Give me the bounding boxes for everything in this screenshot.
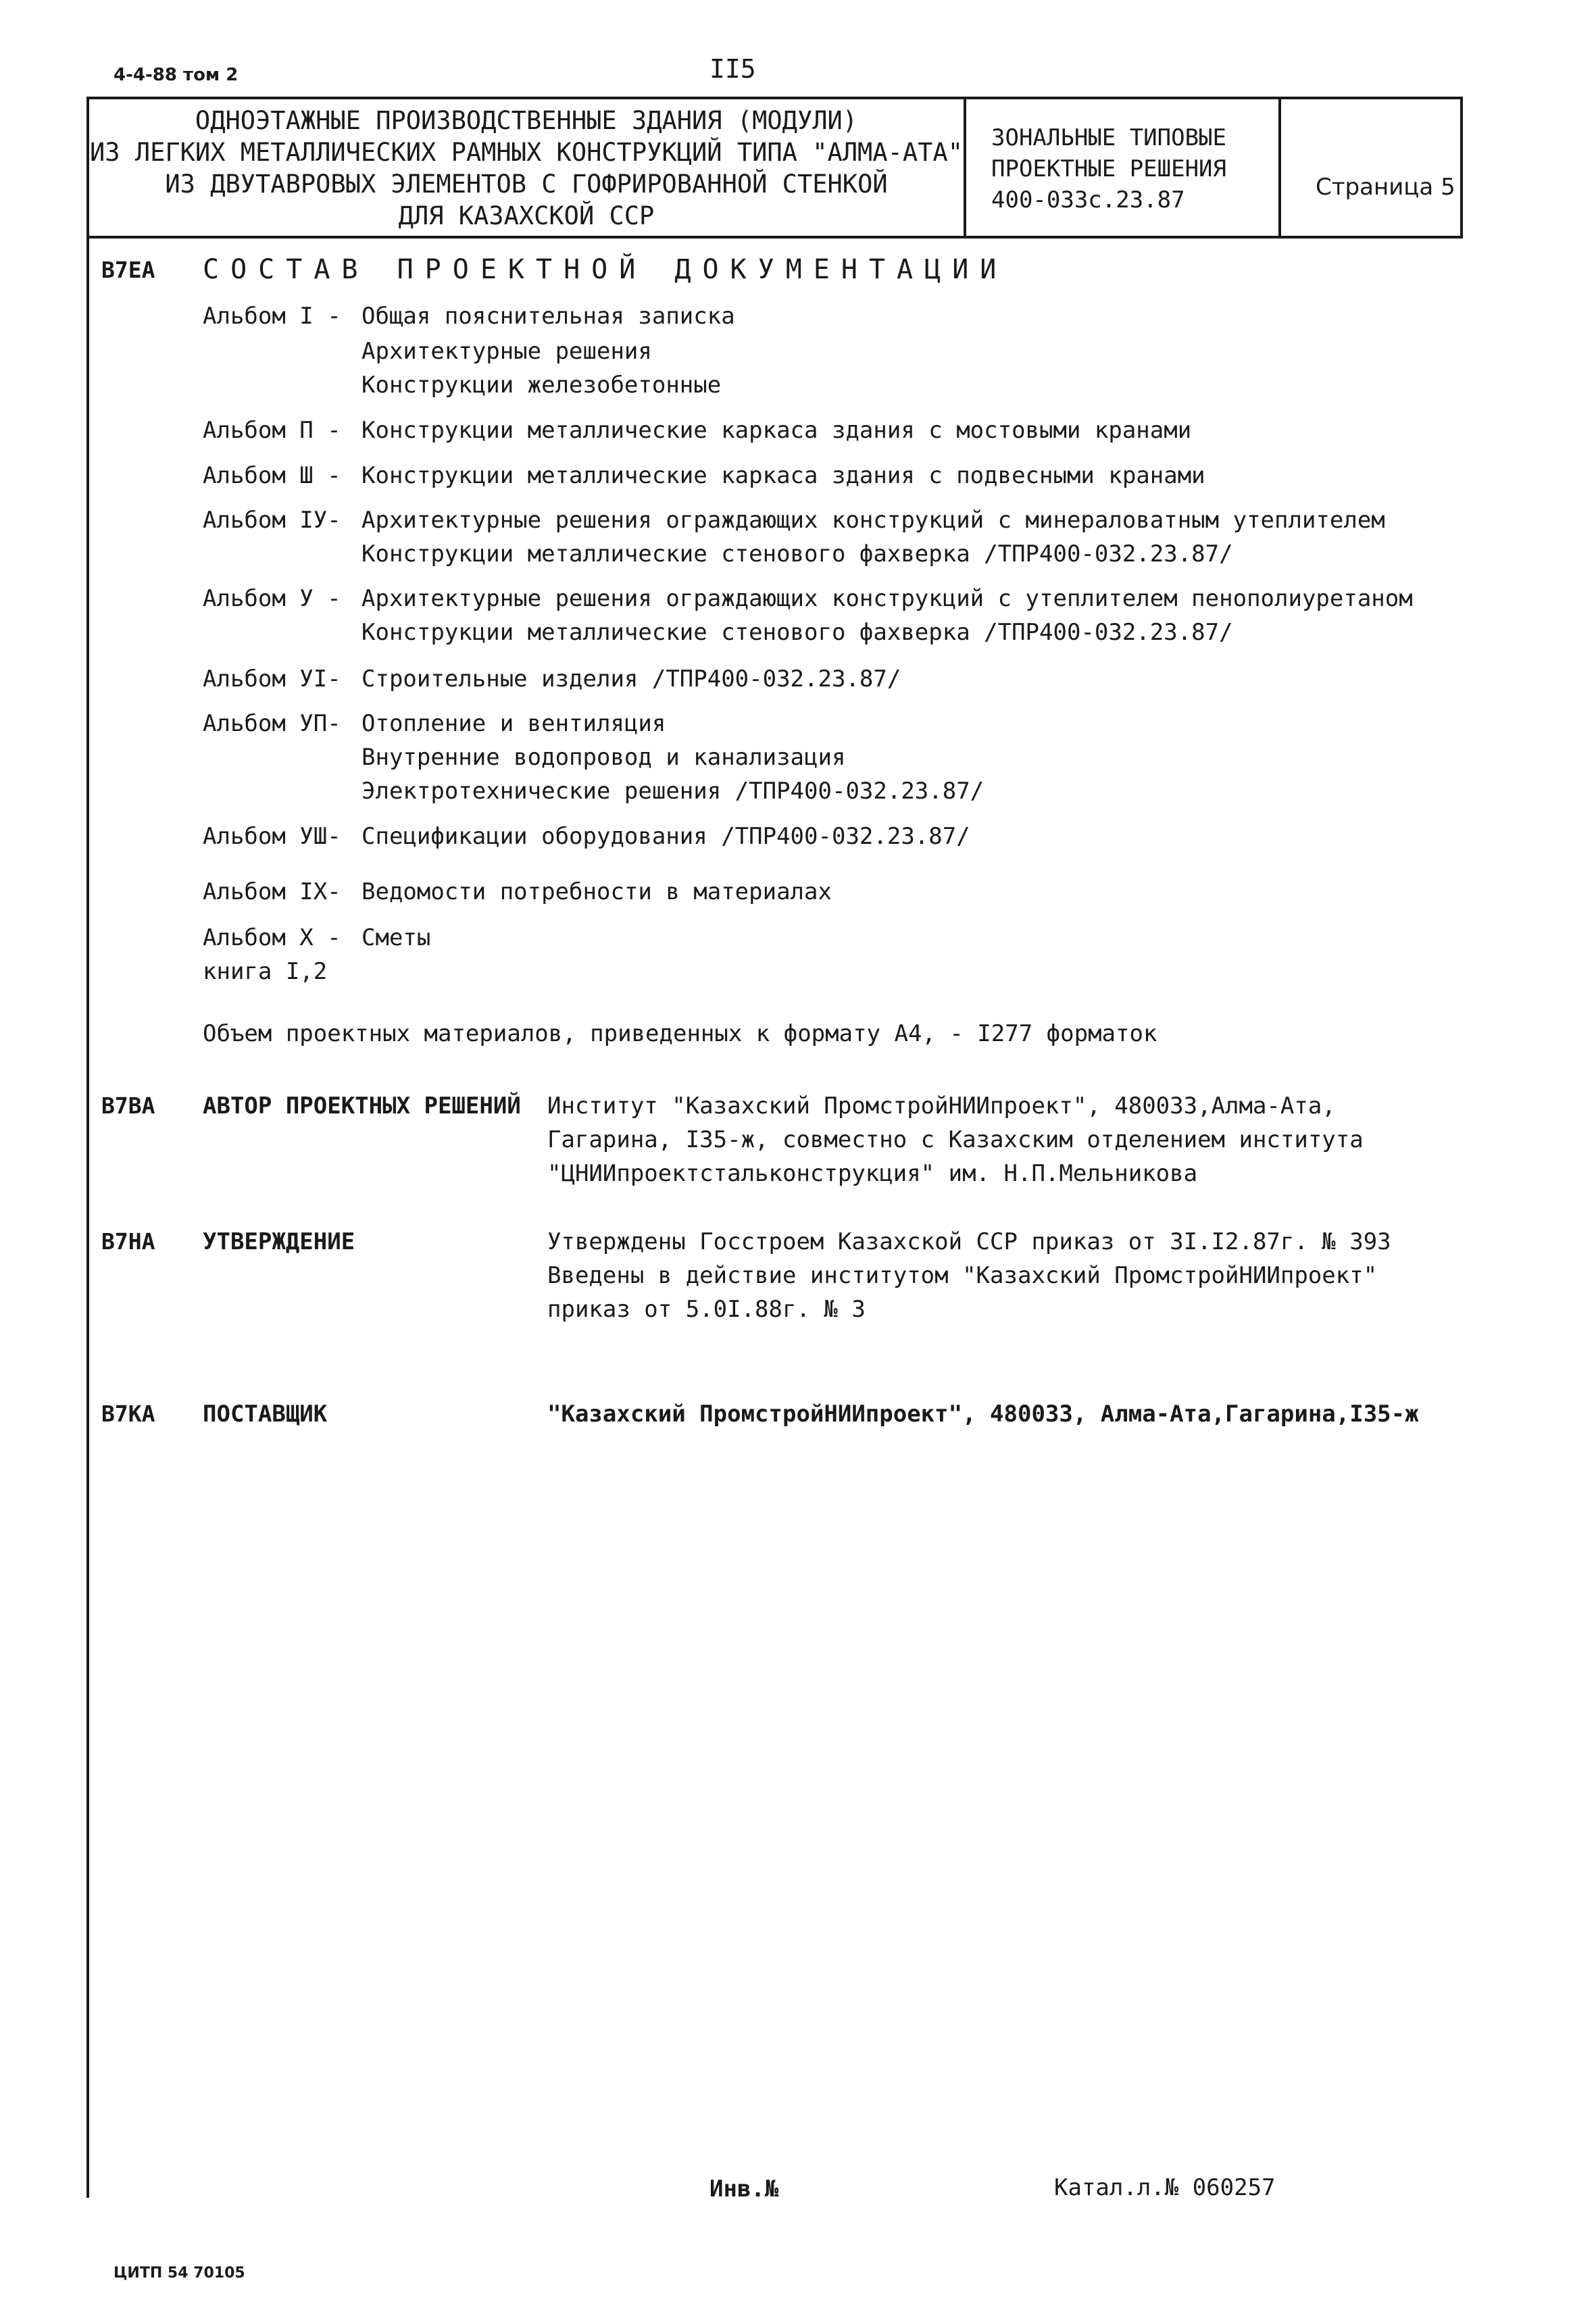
album-line: Общая пояснительная записка — [361, 303, 735, 330]
section-code-composition: В7ЕА — [101, 257, 155, 283]
album-line: Конструкции металлические стенового фахверка /ТПР400-032.23.87/ — [361, 540, 1233, 568]
album-line: Конструкции металлические каркаса здания с подвесными кранами — [361, 462, 1205, 489]
album-name: Альбом IX- — [203, 878, 341, 905]
author-line: Институт "Казахский ПромстройНИИпроект", 480033,Алма-Ата, — [547, 1092, 1336, 1120]
title-block-divider — [1278, 99, 1281, 236]
page-number: II5 — [709, 54, 756, 84]
author-line: "ЦНИИпроектстальконструкция" им. Н.П.Мельникова — [547, 1160, 1198, 1187]
album-line: Отопление и вентиляция — [361, 710, 666, 737]
section-code-supplier: В7КА — [101, 1401, 155, 1427]
volume-line: Объем проектных материалов, приведенных к формату А4, - I277 форматок — [203, 1020, 1157, 1047]
section-code-approval: В7НА — [101, 1228, 155, 1255]
album-name: Альбом УП- — [203, 710, 341, 737]
approval-line: Введены в действие институтом "Казахский ПромстройНИИпроект" — [547, 1262, 1378, 1289]
album-line: Архитектурные решения — [361, 338, 652, 365]
approval-line: Утверждены Госстроем Казахской ССР приказ от 3I.I2.87г. № 393 — [547, 1228, 1391, 1255]
supplier-label: ПОСТАВЩИК — [203, 1401, 328, 1428]
author-label: АВТОР ПРОЕКТНЫХ РЕШЕНИЙ — [203, 1092, 521, 1120]
album-line: Ведомости потребности в материалах — [361, 878, 832, 905]
zonal-solutions-cell — [991, 122, 1226, 216]
album-line: Конструкции металлические каркаса здания с мостовыми кранами — [361, 417, 1192, 444]
album-name: Альбом У - — [203, 585, 341, 612]
section-heading: СОСТАВ ПРОЕКТНОЙ ДОКУМЕНТАЦИИ — [203, 254, 1008, 285]
frame-left-border — [86, 238, 89, 2198]
document-title-line: ОДНОЭТАЖНЫЕ ПРОИЗВОДСТВЕННЫЕ ЗДАНИЯ (МОДУЛИ) — [195, 106, 858, 135]
zonal-code: 400-033с.23.87 — [991, 186, 1185, 213]
supplier-line: "Казахский ПромстройНИИпроект", 480033, Алма-Ата,Гагарина,I35-ж — [547, 1401, 1419, 1428]
document-title-line: ИЗ ЛЕГКИХ МЕТАЛЛИЧЕСКИХ РАМНЫХ КОНСТРУКЦИЙ ТИПА "АЛМА-АТА" — [89, 138, 963, 167]
series-label: 4-4-88 том 2 — [114, 65, 239, 85]
catalog-number: Катал.л.№ 060257 — [1054, 2174, 1276, 2201]
zonal-line: ПРОЕКТНЫЕ РЕШЕНИЯ — [991, 155, 1226, 182]
book-line: книга I,2 — [203, 958, 328, 985]
print-stamp: ЦИТП 54 70105 — [114, 2265, 245, 2282]
album-line: Конструкции железобетонные — [361, 372, 722, 399]
album-name: Альбом П - — [203, 417, 341, 444]
section-code-author: В7ВА — [101, 1092, 155, 1119]
author-line: Гагарина, I35-ж, совместно с Казахским отделением института — [547, 1126, 1364, 1153]
album-line: Внутренние водопровод и канализация — [361, 744, 846, 771]
album-line: Архитектурные решения ограждающих конструкций с минераловатным утеплителем — [361, 507, 1385, 534]
title-block-divider — [964, 99, 966, 236]
inventory-number-label: Инв.№ — [709, 2175, 779, 2203]
album-name: Альбом УI- — [203, 665, 341, 693]
album-line: Строительные изделия /ТПР400-032.23.87/ — [361, 665, 901, 693]
document-title-line: ДЛЯ КАЗАХСКОЙ ССР — [398, 201, 655, 230]
approval-label: УТВЕРЖДЕНИЕ — [203, 1228, 355, 1255]
album-line: Конструкции металлические стенового фахверка /ТПР400-032.23.87/ — [361, 619, 1233, 646]
album-line: Спецификации оборудования /ТПР400-032.23.87/ — [361, 823, 970, 850]
document-title-line: ИЗ ДВУТАВРОВЫХ ЭЛЕМЕНТОВ С ГОФРИРОВАННОЙ СТЕНКОЙ — [165, 170, 888, 199]
album-name: Альбом IУ- — [203, 507, 341, 534]
album-line: Сметы — [361, 924, 431, 951]
album-name: Альбом I - — [203, 303, 341, 330]
approval-line: приказ от 5.0I.88г. № 3 — [547, 1296, 866, 1323]
album-name: Альбом Ш - — [203, 462, 341, 489]
album-name: Альбом УШ- — [203, 823, 341, 850]
zonal-line: ЗОНАЛЬНЫЕ ТИПОВЫЕ — [991, 124, 1226, 151]
document-title — [89, 105, 964, 232]
page-label: Страница 5 — [1316, 174, 1455, 201]
album-name: Альбом X - — [203, 924, 341, 951]
title-block — [86, 97, 1463, 238]
album-line: Архитектурные решения ограждающих конструкций с утеплителем пенополиуретаном — [361, 585, 1413, 612]
album-line: Электротехнические решения /ТПР400-032.23.87/ — [361, 778, 984, 805]
